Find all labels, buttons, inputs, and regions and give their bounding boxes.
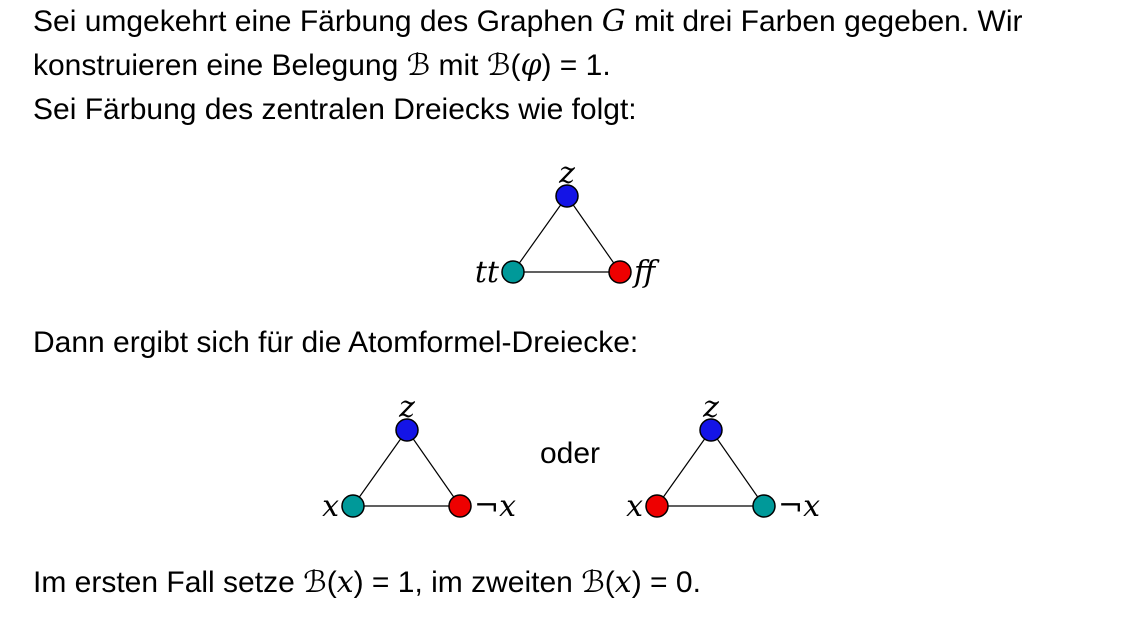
paragraph-line-4: Dann ergibt sich für die Atomformel-Dreiecke: <box>33 326 639 359</box>
script-B-symbol: ℬ <box>486 48 511 83</box>
node-label-z: z <box>703 390 719 425</box>
line2-text-a: konstruieren eine Belegung <box>33 49 407 82</box>
node-label-x: x <box>626 489 643 524</box>
line2-paren-open: ( <box>510 49 521 82</box>
line2-text-b: mit <box>430 49 487 82</box>
left-triangle-svg <box>270 385 540 535</box>
script-B-symbol: ℬ <box>406 48 431 83</box>
edge-top-bottomright <box>711 430 764 506</box>
line1-text-b: mit drei Farben gegeben. Wir <box>625 5 1023 38</box>
line5-text-c: ) = 0. <box>631 566 701 599</box>
math-identifier-x: x <box>614 565 632 600</box>
edge-top-bottomright <box>567 196 620 272</box>
line5-paren-open-1: ( <box>326 566 337 599</box>
edge-top-bottomleft <box>657 430 711 506</box>
paragraph-line-3: Sei Färbung des zentralen Dreiecks wie folgt: <box>33 93 637 126</box>
paragraph-line-5 <box>33 564 701 602</box>
line5-paren-open-2: ( <box>604 566 615 599</box>
central-triangle-svg <box>430 151 700 301</box>
math-identifier-G: G <box>601 4 626 39</box>
math-identifier-x: x <box>336 565 354 600</box>
script-B-symbol: ℬ <box>581 565 605 600</box>
node-label-not-x: ¬x <box>778 489 821 524</box>
node-label-z: z <box>399 390 415 425</box>
edge-top-bottomright <box>407 430 460 506</box>
line5-text-b: ) = 1, im zweiten <box>353 566 582 599</box>
line5-text-a: Im ersten Fall setze <box>33 566 304 599</box>
line1-text-a: Sei umgekehrt eine Färbung des Graphen <box>33 5 602 38</box>
graph-node-ff <box>609 261 631 283</box>
math-identifier-phi: φ <box>520 48 542 83</box>
node-label-ff: ff <box>634 255 656 290</box>
edge-top-bottomleft <box>353 430 407 506</box>
node-label-z: z <box>559 156 575 191</box>
right-triangle-diagram <box>574 385 844 535</box>
graph-node-x <box>342 495 364 517</box>
line2-text-c: ) = 1. <box>541 49 611 82</box>
left-triangle-diagram <box>270 385 540 535</box>
graph-node-not-x <box>753 495 775 517</box>
graph-node-not-x <box>449 495 471 517</box>
edge-top-bottomleft <box>513 196 567 272</box>
central-triangle-diagram <box>430 151 700 301</box>
oder-label: oder <box>539 437 601 470</box>
paragraph-line-1 <box>33 3 1023 41</box>
paragraph-line-2 <box>33 47 611 85</box>
graph-node-tt <box>502 261 524 283</box>
right-triangle-svg <box>574 385 844 535</box>
node-label-tt: tt <box>474 255 499 290</box>
graph-node-x <box>646 495 668 517</box>
node-label-not-x: ¬x <box>474 489 517 524</box>
node-label-x: x <box>322 489 339 524</box>
script-B-symbol: ℬ <box>303 565 327 600</box>
